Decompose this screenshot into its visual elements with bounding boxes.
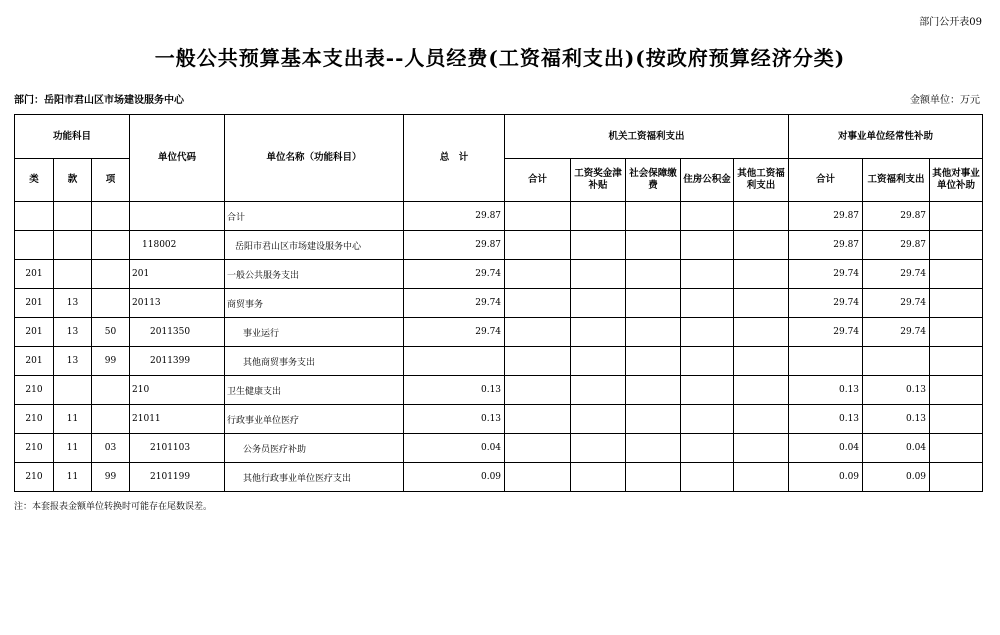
cell-inst-total: 0.09 [789, 463, 863, 492]
cell-name: 卫生健康支出 [225, 376, 404, 405]
cell-xiang: 99 [92, 463, 130, 492]
cell-total: 29.87 [404, 231, 505, 260]
cell-org-other [734, 347, 789, 376]
table-row [15, 434, 983, 463]
header-org-group: 机关工资福利支出 [505, 115, 789, 159]
cell-name: 公务员医疗补助 [225, 434, 404, 463]
header-inst-total: 合计 [789, 159, 863, 202]
cell-inst-other [930, 376, 983, 405]
cell-code: 20113 [130, 289, 225, 318]
cell-kuan: 11 [54, 434, 92, 463]
cell-inst-other [930, 231, 983, 260]
cell-code [130, 202, 225, 231]
cell-inst-total: 29.74 [789, 318, 863, 347]
header-org-total: 合计 [505, 159, 571, 202]
cell-lei: 210 [15, 463, 54, 492]
cell-org-housing [681, 231, 734, 260]
cell-code: 2011399 [130, 347, 225, 376]
cell-org-social [626, 376, 681, 405]
cell-lei: 210 [15, 434, 54, 463]
table-row [15, 231, 983, 260]
cell-org-other [734, 434, 789, 463]
cell-xiang [92, 405, 130, 434]
header-func-subject: 功能科目 [15, 115, 130, 159]
cell-kuan [54, 202, 92, 231]
cell-xiang: 50 [92, 318, 130, 347]
cell-inst-total: 0.13 [789, 405, 863, 434]
cell-org-total [505, 231, 571, 260]
cell-org-salary [571, 202, 626, 231]
table-row [15, 318, 983, 347]
cell-inst-salary: 29.87 [863, 202, 930, 231]
cell-inst-other [930, 347, 983, 376]
cell-org-housing [681, 202, 734, 231]
cell-org-housing [681, 434, 734, 463]
cell-org-salary [571, 289, 626, 318]
cell-inst-salary: 29.87 [863, 231, 930, 260]
cell-lei: 201 [15, 318, 54, 347]
cell-xiang [92, 260, 130, 289]
header-xiang: 项 [92, 159, 130, 202]
cell-total: 29.74 [404, 260, 505, 289]
cell-org-housing [681, 463, 734, 492]
amount-unit-label: 金额单位：万元 [910, 95, 980, 106]
cell-kuan [54, 376, 92, 405]
cell-org-salary [571, 376, 626, 405]
form-number: 部门公开表09 [919, 17, 982, 28]
cell-xiang [92, 231, 130, 260]
cell-inst-other [930, 260, 983, 289]
cell-inst-salary: 0.13 [863, 405, 930, 434]
cell-org-salary [571, 260, 626, 289]
cell-kuan: 13 [54, 347, 92, 376]
cell-inst-total: 29.74 [789, 289, 863, 318]
cell-org-social [626, 260, 681, 289]
cell-lei: 201 [15, 289, 54, 318]
footnote: 注：本套报表金额单位转换时可能存在尾数误差。 [14, 502, 213, 512]
table-row [15, 405, 983, 434]
cell-kuan: 13 [54, 289, 92, 318]
cell-xiang [92, 289, 130, 318]
cell-total: 0.09 [404, 463, 505, 492]
header-unit-code: 单位代码 [130, 115, 225, 202]
cell-inst-total: 0.04 [789, 434, 863, 463]
cell-name: 商贸事务 [225, 289, 404, 318]
table-row [15, 289, 983, 318]
cell-name: 岳阳市君山区市场建设服务中心 [225, 231, 404, 260]
cell-org-social [626, 434, 681, 463]
cell-code: 2011350 [130, 318, 225, 347]
cell-inst-total [789, 347, 863, 376]
budget-table [14, 114, 983, 492]
cell-inst-other [930, 289, 983, 318]
cell-inst-other [930, 434, 983, 463]
table-row [15, 202, 983, 231]
cell-name: 一般公共服务支出 [225, 260, 404, 289]
cell-name: 其他行政事业单位医疗支出 [225, 463, 404, 492]
cell-xiang: 03 [92, 434, 130, 463]
cell-org-other [734, 202, 789, 231]
cell-org-housing [681, 405, 734, 434]
cell-total [404, 347, 505, 376]
cell-total: 29.87 [404, 202, 505, 231]
cell-code: 21011 [130, 405, 225, 434]
cell-org-total [505, 289, 571, 318]
header-org-other: 其他工资福利支出 [734, 159, 789, 202]
table-row [15, 463, 983, 492]
header-unit-name: 单位名称（功能科目） [225, 115, 404, 202]
cell-lei: 210 [15, 376, 54, 405]
cell-inst-salary: 29.74 [863, 260, 930, 289]
cell-inst-salary: 0.04 [863, 434, 930, 463]
cell-total: 0.13 [404, 405, 505, 434]
cell-inst-total: 29.74 [789, 260, 863, 289]
cell-org-other [734, 463, 789, 492]
cell-org-other [734, 376, 789, 405]
cell-org-housing [681, 260, 734, 289]
header-kuan: 款 [54, 159, 92, 202]
cell-inst-other [930, 463, 983, 492]
cell-code: 2101103 [130, 434, 225, 463]
cell-code: 210 [130, 376, 225, 405]
cell-lei [15, 202, 54, 231]
cell-org-other [734, 318, 789, 347]
cell-org-social [626, 289, 681, 318]
cell-name: 合计 [225, 202, 404, 231]
header-inst-group: 对事业单位经常性补助 [789, 115, 983, 159]
cell-org-total [505, 405, 571, 434]
cell-kuan [54, 231, 92, 260]
cell-inst-other [930, 405, 983, 434]
cell-kuan: 11 [54, 405, 92, 434]
cell-kuan: 13 [54, 318, 92, 347]
cell-total: 29.74 [404, 318, 505, 347]
cell-inst-salary: 0.09 [863, 463, 930, 492]
cell-lei: 201 [15, 347, 54, 376]
cell-inst-salary: 29.74 [863, 289, 930, 318]
cell-code: 118002 [130, 231, 225, 260]
cell-org-total [505, 318, 571, 347]
cell-org-salary [571, 405, 626, 434]
cell-total: 0.13 [404, 376, 505, 405]
cell-org-salary [571, 318, 626, 347]
cell-org-social [626, 231, 681, 260]
cell-name: 其他商贸事务支出 [225, 347, 404, 376]
cell-org-total [505, 376, 571, 405]
cell-inst-salary [863, 347, 930, 376]
cell-inst-salary: 0.13 [863, 376, 930, 405]
cell-org-social [626, 463, 681, 492]
cell-inst-total: 29.87 [789, 231, 863, 260]
cell-code: 2101199 [130, 463, 225, 492]
cell-org-social [626, 318, 681, 347]
cell-lei: 201 [15, 260, 54, 289]
cell-org-salary [571, 347, 626, 376]
header-org-housing: 住房公积金 [681, 159, 734, 202]
cell-org-social [626, 347, 681, 376]
department-label: 部门：岳阳市君山区市场建设服务中心 [14, 95, 184, 106]
cell-inst-total: 29.87 [789, 202, 863, 231]
cell-org-housing [681, 376, 734, 405]
cell-org-total [505, 434, 571, 463]
cell-org-total [505, 202, 571, 231]
cell-org-social [626, 202, 681, 231]
cell-org-housing [681, 289, 734, 318]
cell-org-total [505, 347, 571, 376]
table-row [15, 347, 983, 376]
cell-xiang: 99 [92, 347, 130, 376]
cell-inst-total: 0.13 [789, 376, 863, 405]
cell-xiang [92, 376, 130, 405]
cell-org-total [505, 260, 571, 289]
cell-org-salary [571, 434, 626, 463]
cell-name: 事业运行 [225, 318, 404, 347]
header-lei: 类 [15, 159, 54, 202]
header-inst-other: 其他对事业单位补助 [930, 159, 983, 202]
cell-kuan: 11 [54, 463, 92, 492]
header-inst-salary: 工资福利支出 [863, 159, 930, 202]
cell-xiang [92, 202, 130, 231]
cell-total: 0.04 [404, 434, 505, 463]
table-row [15, 260, 983, 289]
table-row [15, 376, 983, 405]
cell-kuan [54, 260, 92, 289]
header-org-salary: 工资奖金津补贴 [571, 159, 626, 202]
header-total: 总 计 [404, 115, 505, 202]
cell-org-housing [681, 318, 734, 347]
cell-lei: 210 [15, 405, 54, 434]
cell-inst-other [930, 318, 983, 347]
cell-lei [15, 231, 54, 260]
cell-org-salary [571, 463, 626, 492]
cell-org-other [734, 405, 789, 434]
cell-org-salary [571, 231, 626, 260]
cell-org-social [626, 405, 681, 434]
cell-inst-other [930, 202, 983, 231]
header-org-social: 社会保障缴费 [626, 159, 681, 202]
cell-org-housing [681, 347, 734, 376]
cell-org-total [505, 463, 571, 492]
cell-total: 29.74 [404, 289, 505, 318]
cell-org-other [734, 289, 789, 318]
cell-org-other [734, 260, 789, 289]
cell-code: 201 [130, 260, 225, 289]
page-title: 一般公共预算基本支出表--人员经费(工资福利支出)(按政府预算经济分类) [154, 46, 846, 70]
cell-org-other [734, 231, 789, 260]
cell-name: 行政事业单位医疗 [225, 405, 404, 434]
cell-inst-salary: 29.74 [863, 318, 930, 347]
